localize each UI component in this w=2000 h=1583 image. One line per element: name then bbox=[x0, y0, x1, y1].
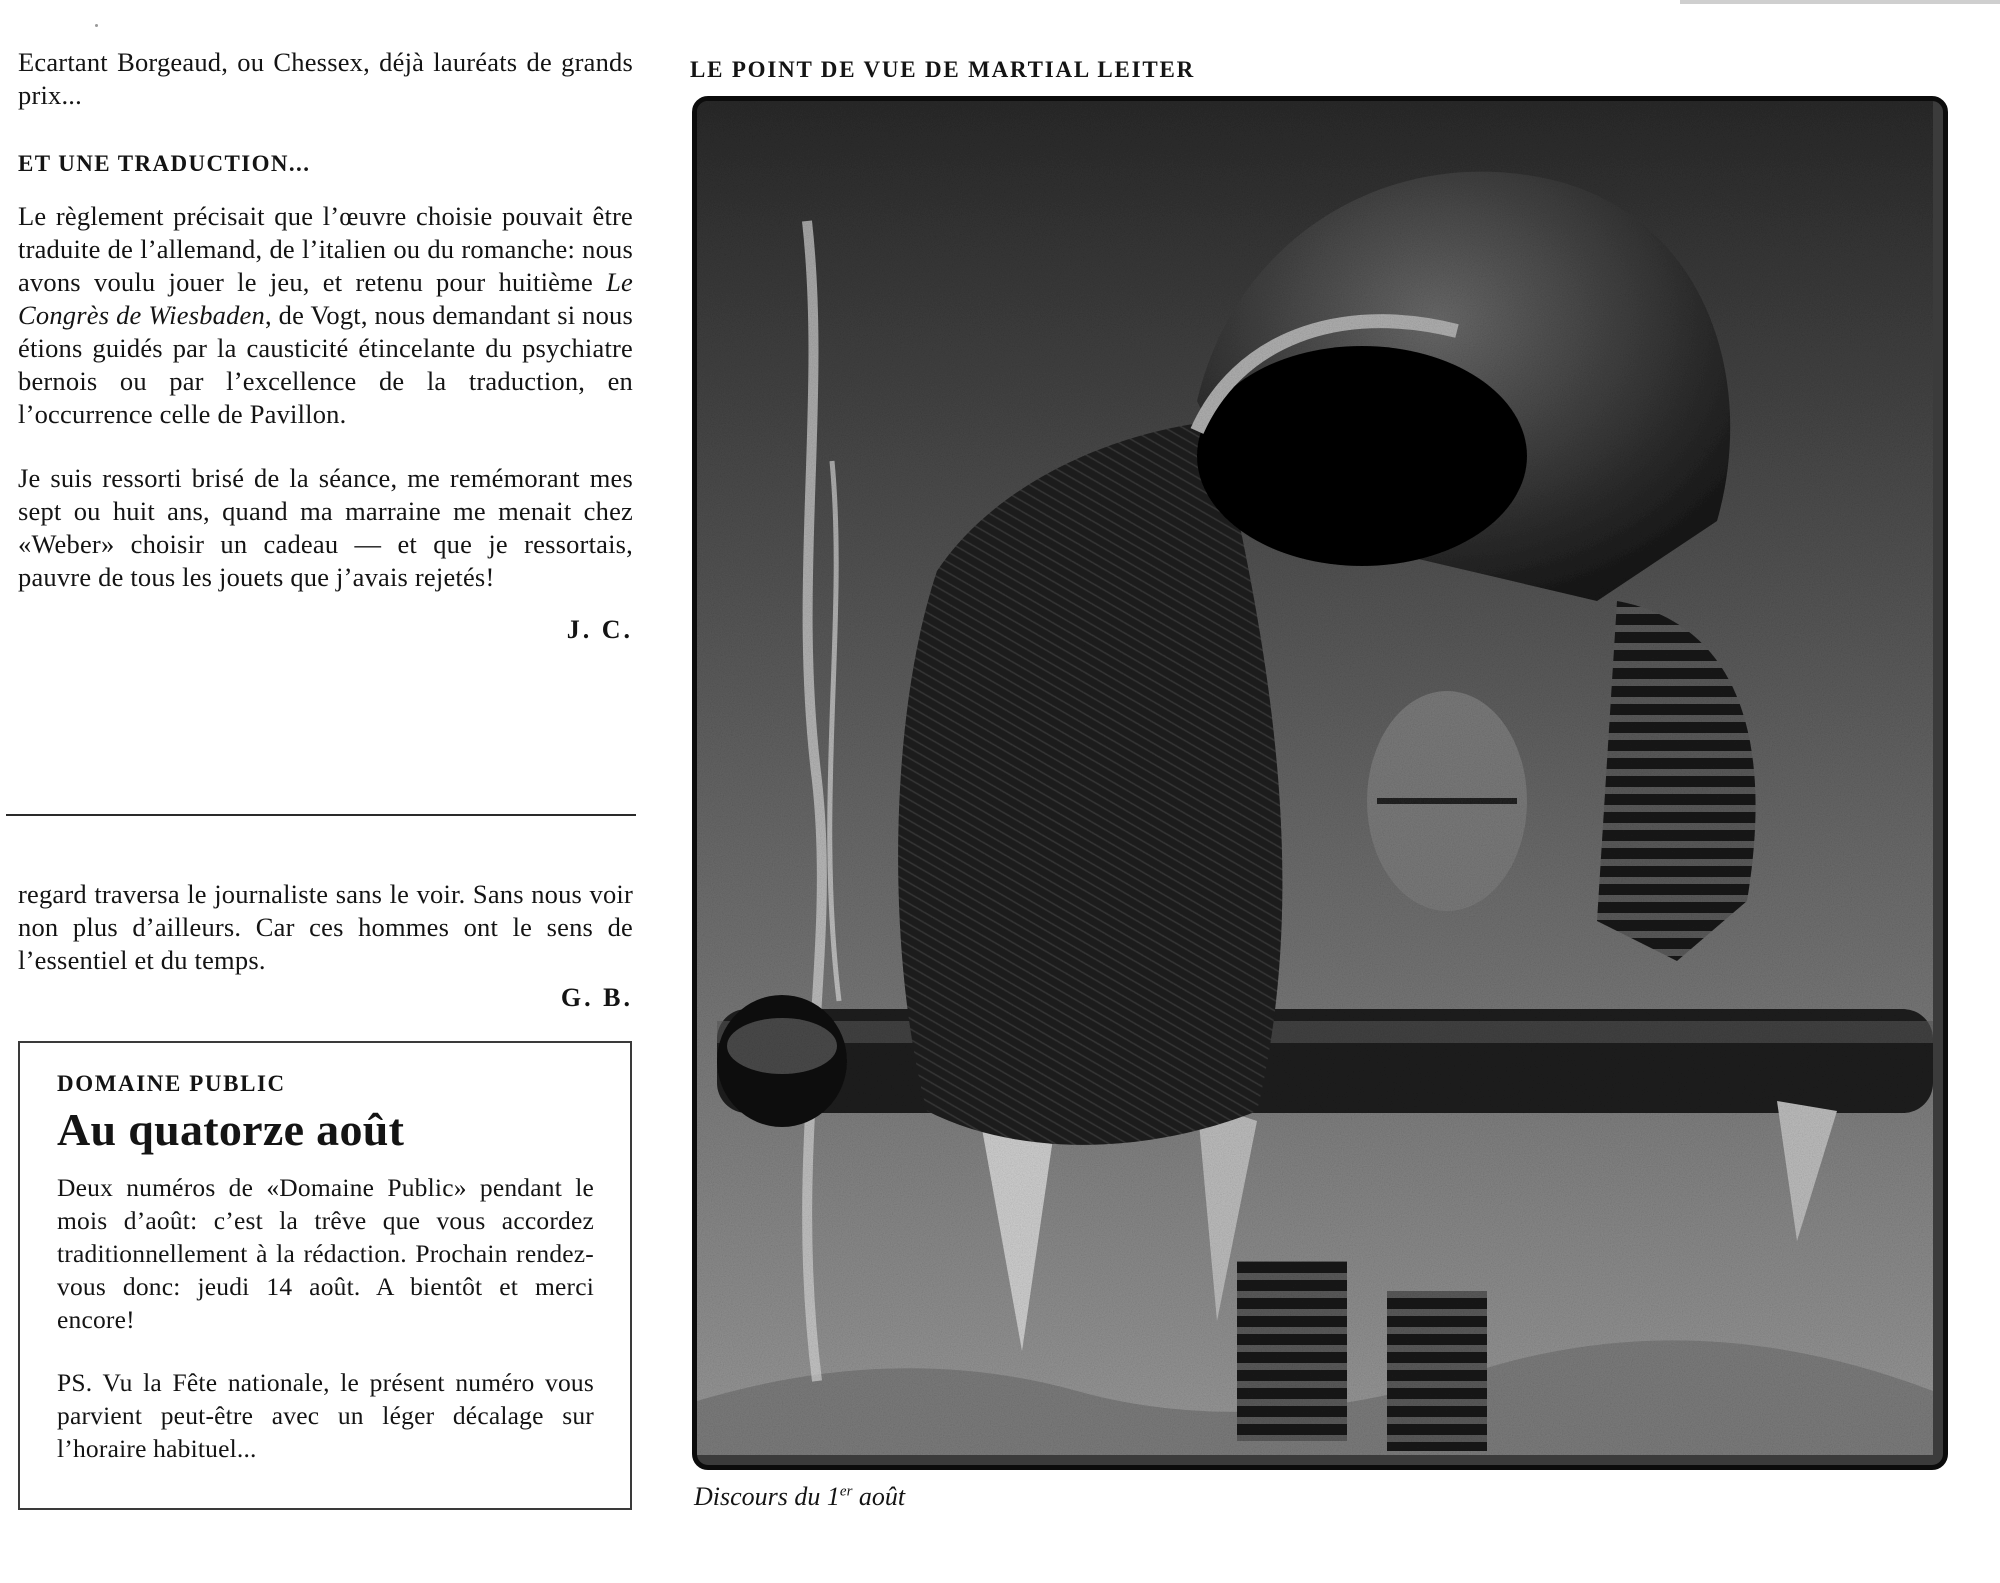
illustration-heading: LE POINT DE VUE DE MARTIAL LEITER bbox=[690, 57, 1196, 82]
caption-text: août bbox=[852, 1482, 906, 1511]
paragraph-text: Le règlement précisait que l’œuvre choisie pouvait être traduite de l’allemand, de l’italien ou du romanche: nous avons voulu jouer le jeu, et retenu pour huitième bbox=[18, 201, 633, 297]
author-signature: G. B. bbox=[560, 983, 633, 1012]
paragraph-text: , de Vogt, nous demandant si nous étions guidés par la causticité étincelante du psychiatre bernois ou par l’excellence de la traduction, en l’occurrence celle de Pavillon. bbox=[18, 300, 633, 429]
notice-paragraph: Deux numéros de «Domaine Public» pendant le mois d’août: c’est la trêve que vous accordez traditionnellement à la rédaction. Prochain rendez-vous donc: jeudi 14 août. A bientôt et merci encore! bbox=[57, 1173, 594, 1334]
notice-title: Au quatorze août bbox=[57, 1104, 405, 1155]
section-heading: ET UNE TRADUCTION... bbox=[18, 151, 311, 176]
cartoon-drawing bbox=[697, 101, 1933, 1455]
book-title: Le Congrès de Wiesbaden bbox=[18, 267, 633, 330]
continued-paragraph: regard traversa le journaliste sans le voir. Sans nous voir non plus d’ailleurs. Car ces hommes ont le sens de l’essentiel et du temps. bbox=[18, 879, 633, 975]
left-article-column bbox=[18, 46, 633, 645]
domaine-public-notice bbox=[18, 1041, 632, 1510]
illustration-caption bbox=[694, 1482, 905, 1512]
intro-paragraph: Ecartant Borgeaud, ou Chessex, déjà lauréats de grands prix... bbox=[18, 47, 633, 110]
notice-postscript: PS. Vu la Fête nationale, le présent numéro vous parvient peut-être avec un léger décalage sur l’horaire habituel... bbox=[57, 1368, 594, 1463]
memory-paragraph: Je suis ressorti brisé de la séance, me remémorant mes sept ou huit ans, quand ma marraine me menait chez «Weber» choisir un cadeau — et que je ressortais, pauvre de tous les jouets que j’avais rejetés! bbox=[18, 463, 633, 592]
caption-text: Discours du 1 bbox=[694, 1482, 840, 1511]
caption-superscript: er bbox=[839, 1483, 853, 1500]
column-divider bbox=[6, 814, 636, 816]
page-top-rule bbox=[1680, 0, 2000, 4]
translation-paragraph bbox=[18, 200, 633, 431]
cartoon-illustration bbox=[692, 96, 1948, 1470]
author-signature: J. C. bbox=[566, 615, 633, 644]
print-speck bbox=[95, 24, 98, 27]
continued-article bbox=[18, 878, 633, 1013]
notice-kicker: DOMAINE PUBLIC bbox=[57, 1071, 286, 1096]
drawing-scene bbox=[697, 101, 1933, 1455]
